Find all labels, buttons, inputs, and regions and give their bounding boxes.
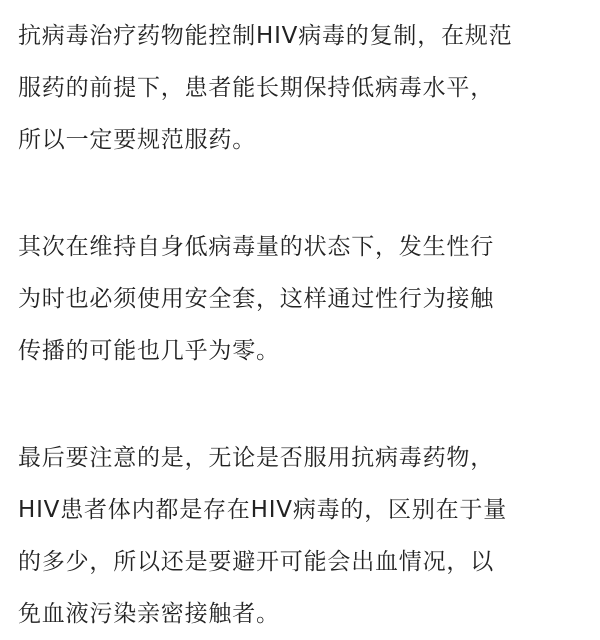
- text-line: 服药的前提下，患者能长期保持低病毒水平，: [18, 75, 494, 101]
- text-line: 所以一定要规范服药。: [18, 127, 256, 153]
- text-line: 为时也必须使用安全套，这样通过性行为接触: [18, 286, 494, 312]
- text-line: 抗病毒治疗药物能控制HIV病毒的复制，在规范: [18, 23, 513, 49]
- text-line: HIV患者体内都是存在HIV病毒的，区别在于量: [18, 497, 508, 523]
- text-line: 传播的可能也几乎为零。: [18, 338, 280, 364]
- text-line: 其次在维持自身低病毒量的状态下，发生性行: [18, 234, 494, 260]
- text-line: 的多少，所以还是要避开可能会出血情况，以: [18, 549, 494, 575]
- paragraph-precautions: [18, 432, 582, 640]
- paragraph-treatment: [18, 10, 582, 166]
- paragraph-condom-use: [18, 221, 582, 377]
- text-line: 免血液污染亲密接触者。: [18, 601, 280, 627]
- text-line: 最后要注意的是，无论是否服用抗病毒药物，: [18, 445, 494, 471]
